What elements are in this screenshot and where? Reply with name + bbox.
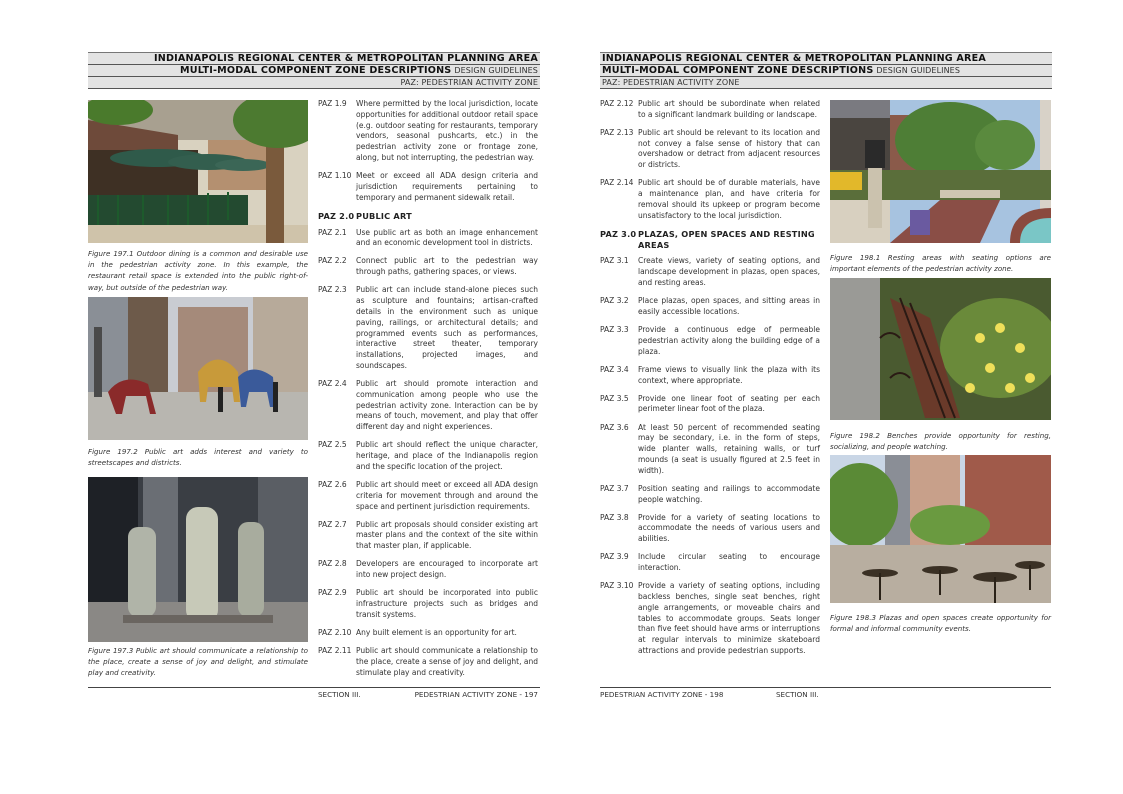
guideline-code: PAZ 3.5 [600,393,629,403]
guideline-text: Create views, variety of seating options, and landscape development in plazas, open spaces, and resting areas. [638,256,820,288]
footer-rule [600,687,1051,688]
guideline-item [600,178,820,221]
guideline-text: Public art should promote interaction and communication among people who use the pedestrian activity zone. Interaction can be by means of touch, movement, and play that offer different day and night experiences. [356,379,538,432]
guideline-code: PAZ 2.7 [318,519,347,529]
page-header [600,52,1052,89]
guideline-code: PAZ 2.4 [318,379,347,389]
section-title: PUBLIC ART [356,210,412,221]
guideline-text: Public art should be incorporated into public infrastructure projects such as bridges and transit systems. [356,588,538,619]
header-zone: PAZ: PEDESTRIAN ACTIVITY ZONE [400,78,538,87]
guideline-text: Connect public art to the pedestrian way through paths, gathering spaces, or views. [356,256,538,277]
guideline-text: Provide one linear foot of seating per each perimeter linear foot of the plaza. [638,393,820,414]
header-subtitle: MULTI-MODAL COMPONENT ZONE DESCRIPTIONS [602,65,874,76]
footer-rule [88,687,540,688]
guideline-item [318,588,538,620]
guideline-item [600,128,820,171]
outdoor-dining-photo [88,100,308,243]
guideline-code: PAZ 3.4 [600,364,629,374]
footer-section: SECTION III. [318,690,361,699]
guideline-code: PAZ 2.8 [318,559,347,569]
guideline-code: PAZ 3.3 [600,325,629,335]
guideline-text: Public art should be relevant to its location and not convey a false sense of history that can overshadow or detract from adjacent resources or districts. [638,127,820,170]
guidelines-column [318,99,538,686]
public-art-figures-photo [88,477,308,642]
guideline-item [600,394,820,416]
guideline-item [318,559,538,581]
guideline-text: Public art should reflect the unique character, heritage, and place of the Indianapolis region and the specific location of the project. [356,440,538,471]
guideline-text: Frame views to visually link the plaza with its context, where appropriate. [638,364,820,385]
guideline-text: Public art should communicate a relationship to the place, create a sense of joy and delight, and stimulate play and creativity. [356,646,538,677]
guideline-text: Provide a variety of seating options, including backless benches, single seat benches, right angle arrangements, or moveable chairs and tables to accommodate groups. Seats longer than five feet should have arms or interruptions at regular intervals to minimize skateboard attractions and provide pedestrian supports. [638,581,820,656]
benches-flowers-photo [830,278,1051,420]
guideline-code: PAZ 2.5 [318,440,347,450]
section-code: PAZ 3.0 [600,228,637,239]
guideline-item [600,423,820,477]
figure-caption: Figure 197.1 Outdoor dining is a common and desirable use in the pedestrian activity zone. In this example, the restaurant retail space is extended into the public right-of-way, but outside of the pedestrian way. [88,249,308,292]
figure-caption: Figure 198.3 Plazas and open spaces create opportunity for formal and informal community events. [830,613,1051,634]
guideline-item [600,325,820,357]
guideline-item [318,440,538,472]
guideline-item [600,256,820,288]
guideline-code: PAZ 1.10 [318,171,352,181]
resting-area-plaza-photo [830,100,1051,243]
footer-section: SECTION III. [776,690,819,699]
section-heading [600,229,820,251]
guideline-code: PAZ 2.13 [600,127,634,137]
header-subtitle-small: DESIGN GUIDELINES [876,66,961,75]
guideline-item [318,379,538,433]
guideline-text: Public art proposals should consider existing art master plans and the context of the site within that master plan, if applicable. [356,519,538,551]
footer-page-number: PEDESTRIAN ACTIVITY ZONE - 198 [600,690,724,699]
header-title: INDIANAPOLIS REGIONAL CENTER & METROPOLITAN PLANNING AREA [602,53,987,64]
right-page [562,0,1123,794]
guideline-text: Include circular seating to encourage interaction. [638,552,820,573]
guideline-text: Provide for a variety of seating locations to accommodate the needs of various users and abilities. [638,512,820,544]
figure-caption: Figure 197.3 Public art should communicate a relationship to the place, create a sense of joy and delight, and stimulate play and creativity. [88,646,308,678]
guideline-code: PAZ 3.8 [600,512,629,522]
guideline-text: Position seating and railings to accommodate people watching. [638,483,820,504]
guideline-item [600,365,820,387]
header-zone: PAZ: PEDESTRIAN ACTIVITY ZONE [602,78,740,87]
guideline-text: Meet or exceed all ADA design criteria and jurisdiction requirements pertaining to temporary and permanent sidewalk retail. [356,171,538,202]
guideline-code: PAZ 2.10 [318,627,352,637]
guideline-text: Public art should meet or exceed all ADA design criteria for movement through and around the space and pertinent jurisdiction requirements. [356,479,538,511]
guideline-item [600,581,820,657]
guideline-text: Public art can include stand-alone pieces such as sculpture and fountains; artisan-crafted details in the environment such as unique paving, railings, or architectural details; and programmed events such as performances, interactive street theater, temporary installations, projected images, and soundscapes. [356,285,538,370]
guideline-text: Place plazas, open spaces, and sitting areas in easily accessible locations. [638,296,820,316]
guideline-code: PAZ 1.9 [318,99,347,108]
guideline-item [600,484,820,506]
guideline-text: Where permitted by the local jurisdiction, locate opportunities for additional outdoor retail space (e.g. outdoor seating for restaurants, temporary vendors, seasonal pushcarts, etc.) in the pedestrian activity zone or frontage zone, along, but not interrupting, the pedestrian way. [356,99,538,162]
guideline-item [318,520,538,552]
guideline-code: PAZ 2.14 [600,178,634,188]
left-page [0,0,560,794]
header-title: INDIANAPOLIS REGIONAL CENTER & METROPOLITAN PLANNING AREA [153,53,538,64]
guideline-code: PAZ 2.6 [318,479,347,489]
plaza-tables-photo [830,455,1051,603]
guideline-code: PAZ 2.2 [318,256,347,266]
guideline-text: At least 50 percent of recommended seating may be secondary, i.e. in the form of steps, wide planter walls, retaining walls, or turf mounds (a seat is usually figured at 2.5 feet in width). [638,422,820,475]
guideline-code: PAZ 2.9 [318,588,347,598]
guideline-text: Public art should be of durable materials, have a maintenance plan, and have criteria for removal should its upkeep or program become unsatisfactory to the local jurisdiction. [638,178,820,220]
header-subtitle-small: DESIGN GUIDELINES [454,66,538,75]
header-subtitle: MULTI-MODAL COMPONENT ZONE DESCRIPTIONS [179,65,452,76]
guideline-item [318,628,538,639]
footer-page-number: PEDESTRIAN ACTIVITY ZONE - 197 [414,690,538,699]
guideline-code: PAZ 3.6 [600,422,629,432]
guideline-code: PAZ 2.1 [318,227,347,237]
guideline-item [318,228,538,250]
guideline-item [318,646,538,678]
guideline-code: PAZ 3.10 [600,581,634,591]
guideline-code: PAZ 2.11 [318,646,352,656]
guideline-item [600,513,820,545]
guideline-item [318,256,538,278]
figure-caption: Figure 198.2 Benches provide opportunity for resting, socializing, and people watching. [830,431,1051,452]
guideline-item [318,99,538,164]
guideline-text: Any built element is an opportunity for art. [356,627,517,637]
section-code: PAZ 2.0 [318,210,355,221]
guideline-item [318,171,538,203]
guideline-code: PAZ 3.1 [600,256,629,266]
guideline-code: PAZ 3.7 [600,483,629,493]
guideline-text: Use public art as both an image enhancement and an economic development tool in districts. [356,227,538,248]
public-art-animals-photo [88,297,308,440]
guideline-code: PAZ 3.9 [600,552,629,562]
section-heading [318,211,538,222]
guidelines-column [600,99,820,664]
section-title: PLAZAS, OPEN SPACES AND RESTING AREAS [638,228,815,250]
figure-caption: Figure 197.2 Public art adds interest and variety to streetscapes and districts. [88,447,308,468]
guideline-item [600,99,820,121]
guideline-text: Provide a continuous edge of permeable pedestrian activity along the building edge of a plaza. [638,325,820,356]
guideline-item [318,285,538,371]
guideline-code: PAZ 2.3 [318,285,347,295]
figure-caption: Figure 198.1 Resting areas with seating options are important elements of the pedestrian activity zone. [830,253,1051,274]
guideline-text: Public art should be subordinate when related to a significant landmark building or landscape. [638,99,820,119]
guideline-text: Developers are encouraged to incorporate art into new project design. [356,559,538,580]
guideline-code: PAZ 2.12 [600,99,634,108]
guideline-code: PAZ 3.2 [600,296,629,306]
guideline-item [600,296,820,318]
guideline-item [318,480,538,512]
guideline-item [600,552,820,574]
page-header [88,52,540,89]
